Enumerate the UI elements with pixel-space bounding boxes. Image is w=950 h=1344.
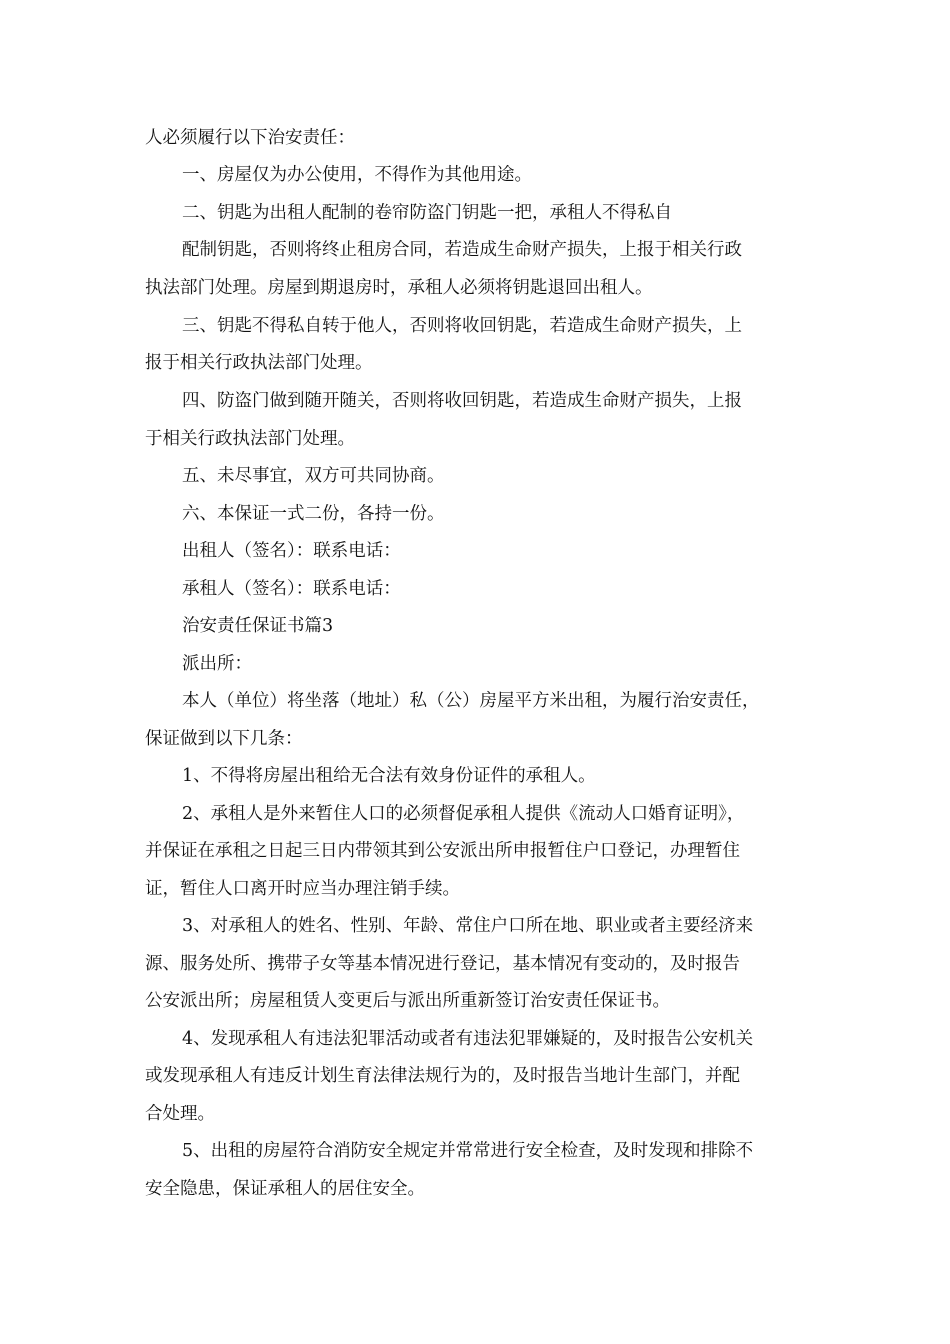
text-line: 人必须履行以下治安责任：: [145, 128, 355, 148]
text-line: 三、钥匙不得私自转于他人，否则将收回钥匙，若造成生命财产损失，上: [182, 316, 742, 336]
text-line: 六、本保证一式二份，各持一份。: [182, 504, 445, 524]
text-line: 二、钥匙为出租人配制的卷帘防盗门钥匙一把，承租人不得私自: [182, 203, 672, 223]
text-line: 证，暂住人口离开时应当办理注销手续。: [145, 879, 460, 899]
text-line: 报于相关行政执法部门处理。: [145, 353, 373, 373]
text-line: 承租人（签名）：联系电话：: [182, 579, 401, 599]
text-line: 1、不得将房屋出租给无合法有效身份证件的承租人。: [182, 766, 596, 786]
text-line: 一、房屋仅为办公使用，不得作为其他用途。: [182, 165, 532, 185]
text-line: 或发现承租人有违反计划生育法律法规行为的，及时报告当地计生部门，并配: [145, 1066, 740, 1086]
text-line: 保证做到以下几条：: [145, 729, 303, 749]
text-line: 派出所：: [182, 654, 252, 674]
text-line: 本人（单位）将坐落（地址）私（公）房屋平方米出租，为履行治安责任，: [182, 691, 760, 711]
text-line: 治安责任保证书篇3: [182, 616, 334, 636]
text-line: 安全隐患，保证承租人的居住安全。: [145, 1179, 425, 1199]
text-line: 并保证在承租之日起三日内带领其到公安派出所申报暂住户口登记，办理暂住: [145, 841, 740, 861]
text-line: 五、未尽事宜，双方可共同协商。: [182, 466, 445, 486]
text-line: 4、发现承租人有违法犯罪活动或者有违法犯罪嫌疑的，及时报告公安机关: [182, 1029, 754, 1049]
text-line: 执法部门处理。房屋到期退房时，承租人必须将钥匙退回出租人。: [145, 278, 653, 298]
text-line: 出租人（签名）：联系电话：: [182, 541, 401, 561]
text-line: 2、承租人是外来暂住人口的必须督促承租人提供《流动人口婚育证明》，: [182, 804, 745, 824]
text-line: 源、服务处所、携带子女等基本情况进行登记，基本情况有变动的，及时报告: [145, 954, 740, 974]
text-line: 四、防盗门做到随开随关，否则将收回钥匙，若造成生命财产损失，上报: [182, 391, 742, 411]
text-line: 于相关行政执法部门处理。: [145, 429, 355, 449]
text-line: 公安派出所；房屋租赁人变更后与派出所重新签订治安责任保证书。: [145, 991, 670, 1011]
text-line: 配制钥匙，否则将终止租房合同，若造成生命财产损失，上报于相关行政: [182, 240, 742, 260]
text-line: 5、出租的房屋符合消防安全规定并常常进行安全检查，及时发现和排除不: [182, 1141, 754, 1161]
text-line: 3、对承租人的姓名、性别、年龄、常住户口所在地、职业或者主要经济来: [182, 916, 754, 936]
text-line: 合处理。: [145, 1104, 215, 1124]
